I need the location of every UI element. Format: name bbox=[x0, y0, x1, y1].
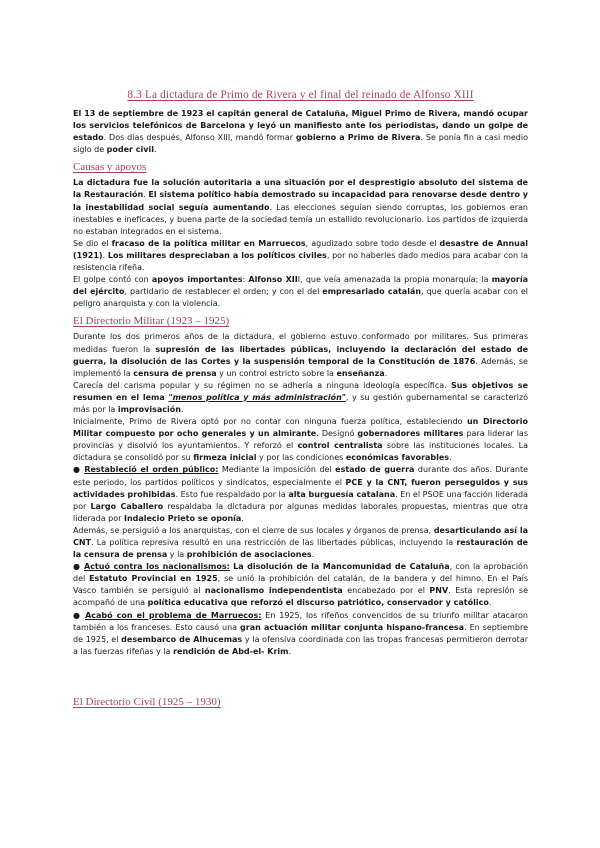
span: : bbox=[242, 275, 249, 285]
span: un Directorio Militar compuesto por ocho generales y un almirante bbox=[73, 417, 528, 439]
span: restauración de la censura de prensa bbox=[73, 538, 528, 560]
span: Largo Caballero bbox=[90, 501, 164, 511]
span: gran actuación militar conjunta hispano-francesa bbox=[240, 622, 465, 632]
span: control centralista bbox=[297, 441, 383, 451]
intro-bold-1: El 13 de septiembre de 1923 el capitán general de Cataluña, Miguel Primo de Rivera, mandó ocupar los servicios telefónicos de Barcelona y leyó un manifiesto ante los periodistas, dando un golpe de estado bbox=[73, 109, 528, 143]
span: Además, se persiguió a los anarquistas, con el cierre de sus locales y órganos de prensa, bbox=[73, 525, 434, 535]
span: y un control estricto sobre la bbox=[216, 368, 337, 378]
span: rendición de Abd-el- Krim bbox=[173, 646, 289, 656]
span: fracaso de la política militar en Marruecos bbox=[111, 238, 306, 248]
span: Durante los dos primeros años de la dictadura, el gobierno estuvo conformado por militares. Sus primeras medidas fueron la bbox=[73, 332, 528, 354]
causas-paragraph-1 bbox=[73, 177, 528, 237]
span: para liderar las provincias y disolvió los ayuntamientos. Y reforzó el bbox=[73, 429, 528, 451]
span: Los militares despreciaban a los políticos civiles bbox=[107, 250, 327, 260]
causas-paragraph-2 bbox=[73, 238, 528, 274]
span: . Esto fue respaldado por la bbox=[175, 489, 289, 499]
span: La dictadura fue la solución autoritaria a una situación por el desprestigio absoluto del sistema de la Restauración bbox=[73, 178, 528, 200]
span: y la bbox=[167, 550, 187, 560]
span: gobernadores militares bbox=[357, 429, 464, 439]
span: supresión de las libertades públicas, incluyendo la declaración del estado de guerra, la disolución de las Cortes y la suspensión temporal de la Constitución de 1876 bbox=[73, 344, 529, 366]
span: censura de prensa bbox=[133, 368, 217, 378]
intro-text-2: . Se ponía fin a casi medio siglo de bbox=[73, 133, 528, 155]
section-heading-directorio-civil: El Directorio Civil (1925 – 1930) bbox=[73, 695, 221, 708]
span: política educativa que reforzó el discurso patriótico, conservador y católico bbox=[147, 598, 489, 608]
span: Acabó con el problema de Marruecos: bbox=[85, 610, 262, 620]
span: . bbox=[102, 250, 108, 260]
militar-paragraph-2 bbox=[73, 380, 528, 416]
span: . Las elecciones seguían siendo corruptas, los gobiernos eran inestables e ineficaces, y buena parte de la sociedad temía un estallido revolucionario. Los partidos de izquierda no estaban integrados en el sistema. bbox=[73, 202, 528, 236]
span: Alfonso XII bbox=[248, 275, 298, 285]
span: Sus objetivos se resumen en el lema bbox=[73, 380, 528, 402]
intro-bold-2: gobierno a Primo de Rivera bbox=[295, 133, 421, 143]
span: El golpe contó con bbox=[73, 275, 152, 285]
span: . bbox=[488, 598, 492, 608]
bullet-icon: ● bbox=[73, 465, 81, 475]
span: y la ofensiva coordinada con las tropas francesas permitieron derrotar a las fuerzas rifeñas y la bbox=[73, 634, 529, 656]
span: estado de guerra bbox=[335, 465, 415, 475]
span: . En el PSOE una facción liderada por bbox=[73, 489, 529, 511]
section-heading-causas: Causas y apoyos bbox=[73, 161, 147, 174]
span: nacionalismo independentista bbox=[204, 586, 343, 596]
span: Restableció el orden público: bbox=[84, 465, 219, 475]
span: Carecía del carisma popular y su régimen no se adhería a ninguna ideología específica. bbox=[73, 380, 452, 390]
intro-paragraph bbox=[73, 108, 528, 156]
bullet-icon: ● bbox=[73, 562, 81, 572]
span: . bbox=[180, 404, 184, 414]
span: desembarco de Alhucemas bbox=[121, 634, 243, 644]
span: económicas favorables bbox=[345, 453, 450, 463]
span: Mediante la imposición del bbox=[218, 465, 336, 475]
document-title: 8.3 La dictadura de Primo de Rivera y el final del reinado de Alfonso XIII bbox=[127, 89, 474, 101]
span: . Además, se implementó la bbox=[73, 356, 528, 378]
span: . En septiembre de 1925, el bbox=[73, 622, 529, 644]
bullet-marruecos bbox=[73, 610, 528, 658]
span: durante dos años. Durante este periodo, los partidos políticos y sindicatos, especialmente el bbox=[73, 465, 528, 487]
militar-paragraph-3 bbox=[73, 416, 528, 464]
span: , partidario de restablecer el orden; y con el del bbox=[124, 287, 323, 297]
span: . bbox=[288, 646, 292, 656]
document-page bbox=[73, 88, 528, 712]
bullet-orden-publico bbox=[73, 464, 528, 524]
span: , y su gestión gubernamental se caracterizó más por la bbox=[73, 392, 528, 414]
span: alta burguesía catalana bbox=[288, 489, 396, 499]
span: . bbox=[449, 453, 452, 463]
span: , agudizado sobre todo desde el bbox=[305, 238, 440, 248]
span: respaldaba la dictadura por algunas medidas laborales propuestas, mientras que otra liderada por bbox=[73, 501, 528, 523]
span: Se dio el bbox=[73, 238, 112, 248]
intro-text-3: . bbox=[153, 145, 157, 155]
section-heading-directorio-militar: El Directorio Militar (1923 – 1925) bbox=[73, 315, 230, 328]
intro-bold-3: poder civil bbox=[106, 145, 154, 155]
span: sobre las instituciones locales. La dictadura se consolidó por su bbox=[73, 441, 528, 463]
bullet-icon: ● bbox=[73, 610, 82, 620]
span: . bbox=[241, 513, 244, 523]
span: empresariado catalán bbox=[322, 287, 422, 297]
span: enseñanza bbox=[336, 368, 385, 378]
span: En 1925, los rifeños convencidos de su triunfo militar atacaron también a los franceses. Esto causó una bbox=[73, 610, 528, 632]
span: . La política represiva resultó en una restricción de las libertades públicas, incluyendo la bbox=[91, 538, 457, 547]
span: apoyos importantes bbox=[151, 275, 243, 285]
span: prohibición de asociaciones bbox=[186, 550, 312, 560]
span: , se unió la prohibición del catalán, de la bandera y del himno. En el País Vasco también se persiguió al bbox=[73, 574, 529, 596]
span: Estatuto Provincial en 1925 bbox=[89, 574, 218, 584]
militar-paragraph-1 bbox=[73, 331, 528, 379]
span: y por las condiciones bbox=[256, 453, 346, 463]
span: Inicialmente, Primo de Rivera optó por no contar con ninguna fuerza política, estableciendo bbox=[73, 417, 467, 427]
militar-paragraph-anarquistas bbox=[73, 525, 528, 561]
span: , con la aprobación del bbox=[73, 562, 529, 584]
span: desastre de Annual (1921) bbox=[73, 238, 528, 260]
span: . Designó bbox=[316, 429, 358, 439]
span: El sistema político había demostrado su incapacidad para renovarse desde dentro y la inestabilidad social seguía aumentando bbox=[73, 190, 529, 212]
span: Actuó contra los nacionalismos: bbox=[84, 562, 230, 572]
bullet-nacionalismos bbox=[73, 561, 528, 609]
span: firmeza inicial bbox=[193, 453, 257, 463]
span: , por no haberles dado medios para acabar con la resistencia rifeña. bbox=[73, 250, 528, 273]
span: . Esta represión se acompañó de una bbox=[73, 586, 529, 608]
spacer bbox=[73, 658, 528, 691]
span: PNV bbox=[429, 586, 449, 596]
span: PCE y la CNT, fueron perseguidos y sus actividades prohibidas bbox=[73, 477, 528, 499]
span: Indalecio Prieto se oponía bbox=[123, 513, 242, 523]
span: . bbox=[143, 190, 149, 200]
span: La disolución de la Mancomunidad de Cataluña bbox=[233, 562, 450, 572]
span: desarticulando así la CNT bbox=[73, 525, 528, 547]
span: , que quería acabar con el peligro anarquista y con la violencia. bbox=[73, 287, 529, 309]
span: mayoría del ejército bbox=[73, 275, 529, 297]
span: improvisación bbox=[117, 404, 181, 414]
span: I, que veía amenazada la propia monarquía; la bbox=[297, 275, 492, 285]
span: encabezado por el bbox=[342, 586, 430, 596]
span: . bbox=[384, 368, 388, 378]
causas-paragraph-3 bbox=[73, 274, 528, 310]
span: . bbox=[311, 550, 315, 560]
motto-quote: "menos política y más administración" bbox=[168, 392, 346, 402]
intro-text-1: . Dos días después, Alfonso XIII, mandó formar bbox=[103, 133, 296, 143]
